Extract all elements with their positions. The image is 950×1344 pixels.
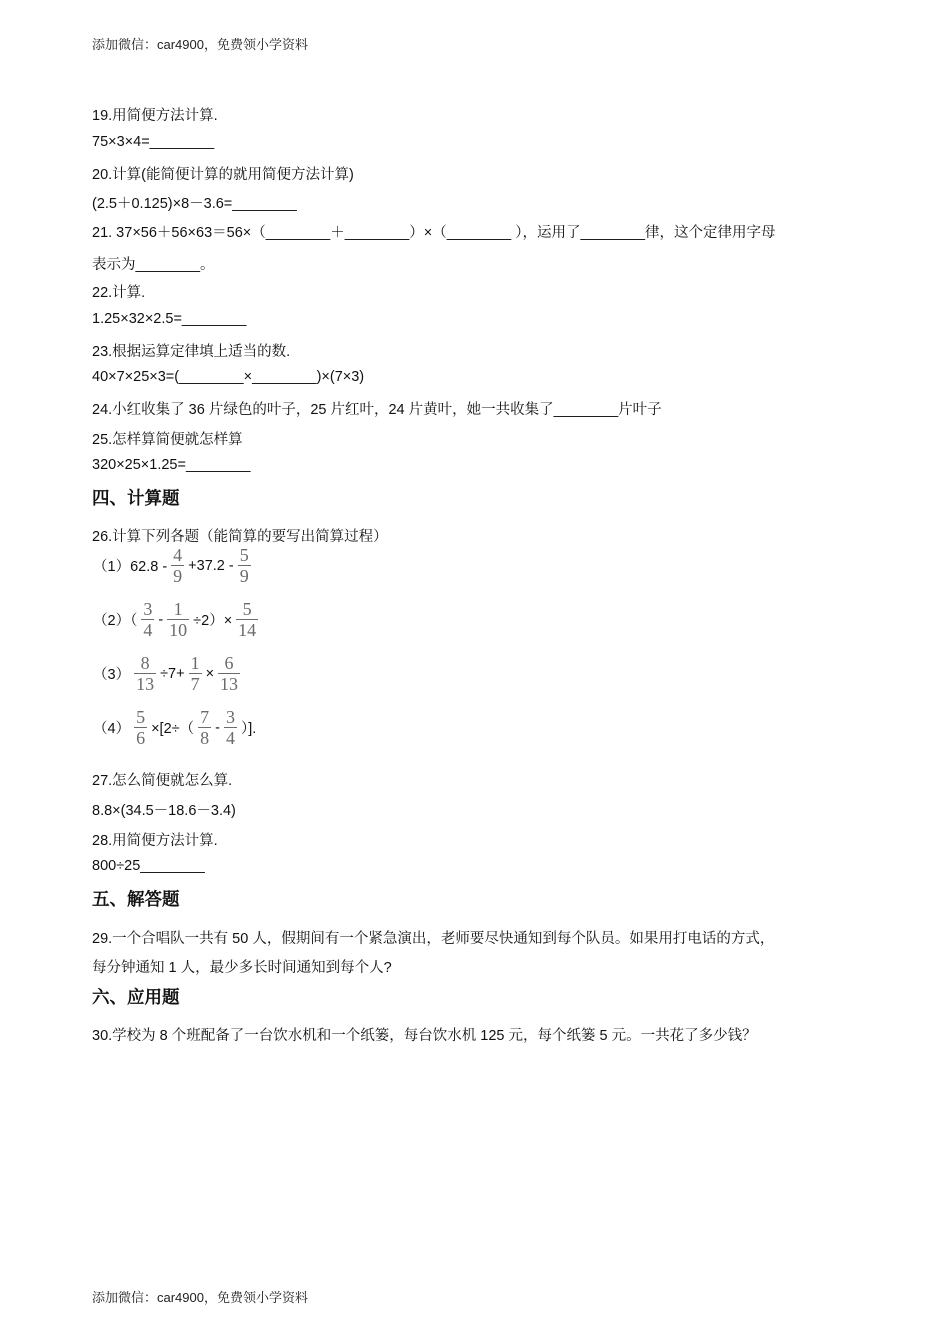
fraction — [238, 546, 251, 585]
text: - — [158, 611, 164, 628]
q26-part-2 — [92, 600, 261, 639]
denominator: 8 — [200, 728, 210, 749]
q20-expression: (2.5＋0.125)×8－3.6=________ — [92, 196, 297, 212]
fraction — [171, 546, 184, 585]
numerator: 5 — [136, 707, 146, 727]
denominator: 10 — [169, 620, 188, 641]
q23-title: 23.根据运算定律填上适当的数. — [92, 344, 291, 360]
footer-note: 添加微信：car4900，免费领小学资料 — [92, 1290, 308, 1305]
q27-expression: 8.8×(34.5－18.6－3.4) — [92, 803, 236, 819]
q30-text: 30.学校为 8 个班配备了一台饮水机和一个纸篓，每台饮水机 125 元，每个纸篓 5 元。一共花了多少钱？ — [92, 1028, 757, 1044]
denominator: 13 — [136, 674, 155, 695]
q23-expression: 40×7×25×3=(________×________)×(7×3) — [92, 369, 365, 385]
fraction — [224, 708, 237, 747]
numerator: 1 — [190, 653, 200, 673]
numerator: 6 — [224, 653, 234, 673]
denominator: 6 — [136, 728, 146, 749]
q21-continuation: 表示为________。 — [92, 257, 215, 273]
text: ÷7+ — [160, 665, 185, 682]
q26-part-1 — [92, 546, 254, 585]
numerator: 4 — [173, 545, 183, 565]
denominator: 7 — [190, 674, 200, 695]
text: （3） — [93, 667, 131, 684]
text: ）]. — [240, 721, 257, 738]
fraction — [167, 600, 189, 639]
text: （4） — [93, 721, 131, 738]
q19-expression: 75×3×4=________ — [92, 134, 215, 150]
header-note: 添加微信：car4900，免费领小学资料 — [92, 37, 308, 52]
denominator: 13 — [220, 674, 239, 695]
text: （2）（ — [93, 613, 138, 630]
denominator: 4 — [143, 620, 153, 641]
section-5-heading: 五、解答题 — [92, 890, 180, 910]
q19-title: 19.用简便方法计算. — [92, 108, 218, 124]
numerator: 5 — [239, 545, 249, 565]
denominator: 14 — [238, 620, 257, 641]
q25-title: 25.怎样算简便就怎样算 — [92, 432, 243, 448]
text: × — [205, 665, 215, 682]
text: ×[2÷（ — [151, 721, 195, 738]
numerator: 7 — [200, 707, 210, 727]
fraction — [218, 654, 240, 693]
numerator: 8 — [140, 653, 150, 673]
denominator: 9 — [173, 566, 183, 587]
section-6-heading: 六、应用题 — [92, 988, 180, 1008]
q26-part-4 — [92, 708, 257, 747]
q26-title: 26.计算下列各题（能简算的要写出简算过程） — [92, 529, 388, 545]
q24-text: 24.小红收集了 36 片绿色的叶子，25 片红叶，24 片黄叶，她一共收集了________片叶子 — [92, 402, 662, 418]
numerator: 3 — [143, 599, 153, 619]
fraction — [134, 708, 147, 747]
q21-text: 21. 37×56＋56×63＝56×（________＋________）×（________ ），运用了________律，这个定律用字母 — [92, 225, 776, 241]
q22-expression: 1.25×32×2.5=________ — [92, 311, 247, 327]
q22-title: 22.计算. — [92, 285, 146, 301]
numerator: 3 — [225, 707, 235, 727]
text: （1）62.8 - — [93, 559, 168, 576]
q26-part-3 — [92, 654, 243, 693]
fraction — [134, 654, 156, 693]
q25-expression: 320×25×1.25=________ — [92, 457, 251, 473]
denominator: 4 — [225, 728, 235, 749]
fraction — [236, 600, 258, 639]
fraction — [189, 654, 202, 693]
numerator: 1 — [173, 599, 183, 619]
section-4-heading: 四、计算题 — [92, 489, 180, 509]
q28-expression: 800÷25________ — [92, 858, 205, 874]
text: - — [215, 719, 220, 736]
numerator: 5 — [242, 599, 252, 619]
q20-title: 20.计算(能简便计算的就用简便方法计算) — [92, 167, 354, 183]
text: ÷2）× — [193, 613, 233, 630]
denominator: 9 — [239, 566, 249, 587]
fraction — [141, 600, 154, 639]
q29-line-2: 每分钟通知 1 人，最少多长时间通知到每个人? — [92, 960, 392, 976]
q27-title: 27.怎么简便就怎么算. — [92, 773, 233, 789]
text: +37.2 - — [188, 557, 234, 574]
q28-title: 28.用简便方法计算. — [92, 833, 218, 849]
q29-line-1: 29.一个合唱队一共有 50 人，假期间有一个紧急演出，老师要尽快通知到每个队员。如果用打电话的方式， — [92, 931, 775, 947]
fraction — [198, 708, 211, 747]
